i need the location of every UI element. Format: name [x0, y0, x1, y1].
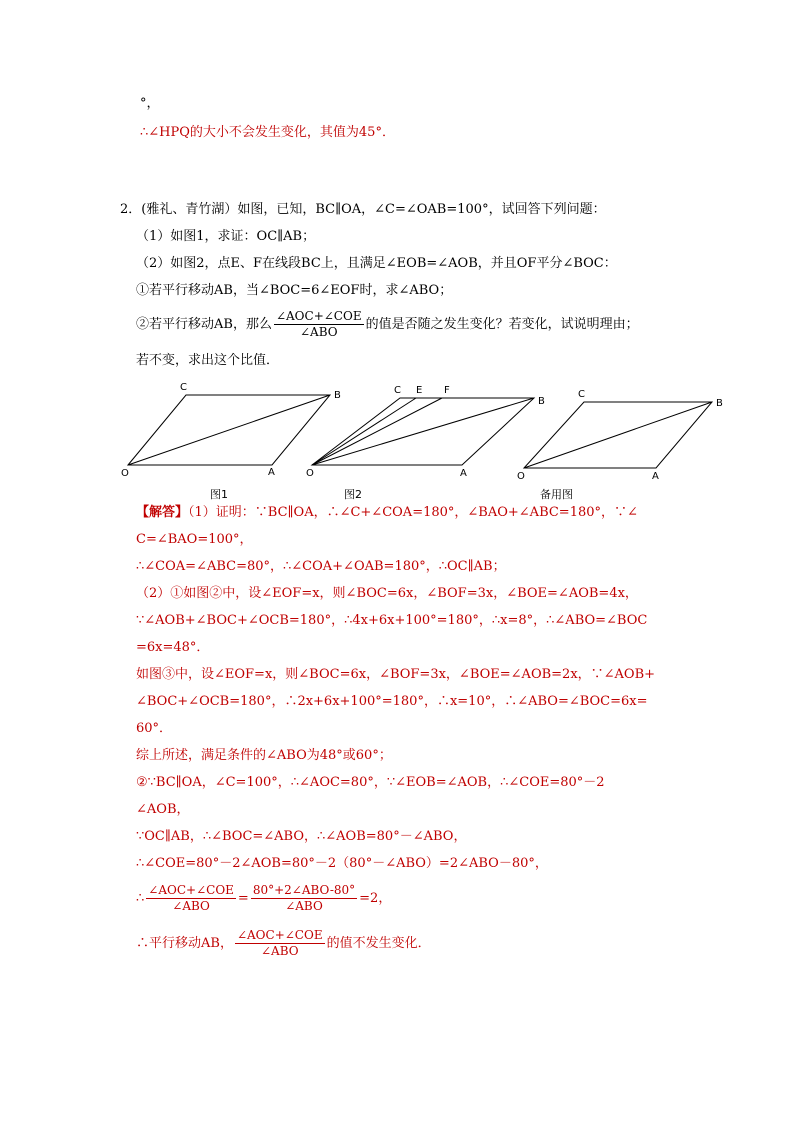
fig3-label-a: A: [652, 471, 659, 480]
problem-frac-num: ∠AOC+∠COE: [275, 309, 362, 323]
answer-frac1-den: ∠ABO: [172, 899, 210, 913]
answer-line-15-post: =2，: [359, 891, 392, 906]
answer-fraction-1: [146, 883, 236, 914]
fig1-label-a: A: [268, 467, 275, 478]
answer-line-4: （2）①如图②中，设∠EOF=x，则∠BOC=6x，∠BOF=3x，∠BOE=∠AOB=4x，: [136, 586, 638, 601]
fig2-label-e: E: [416, 385, 423, 396]
answer-line-1: [136, 504, 638, 522]
fig2-label-o: O: [306, 468, 314, 479]
answer-line-15-eq: =: [237, 891, 249, 906]
answer-line-11: ②∵BC∥OA，∠C=100°，∴∠AOC=80°，∵∠EOB=∠AOB，∴∠COE=80°－2: [136, 775, 605, 790]
fig3-label-c: C: [578, 389, 585, 400]
answer-line-9: 60°．: [136, 721, 173, 736]
fig1-label-b: B: [334, 390, 341, 401]
problem-line-1: 2．(雅礼、青竹湖）如图，已知，BC∥OA，∠C=∠OAB=100°，试回答下列问题：: [120, 202, 606, 217]
problem-line-6: 若不变，求出这个比值．: [136, 353, 280, 368]
answer-frac2-num: 80°+2∠ABO-80°: [252, 883, 356, 897]
problem-line-3: （2）如图2，点E、F在线段BC上，且满足∠EOB=∠AOB，并且OF平分∠BOC：: [136, 256, 617, 271]
answer-line-7: 如图③中，设∠EOF=x，则∠BOC=6x，∠BOF=3x，∠BOE=∠AOB=2x，∵∠AOB+: [136, 667, 656, 682]
fig2-label-b: B: [538, 396, 545, 407]
answer-line-13: ∵OC∥AB，∴∠BOC=∠ABO，∴∠AOB=80°－∠ABO，: [136, 829, 467, 844]
fig1-diagonal-ob: [128, 395, 330, 465]
answer-line-16: [136, 928, 431, 959]
answer-line-3: ∴∠COA=∠ABC=80°，∴∠COA+∠OAB=180°，∴OC∥AB；: [136, 559, 506, 574]
answer-frac3-num: ∠AOC+∠COE: [236, 928, 323, 942]
problem-line-5-post: 的值是否随之发生变化？若变化，试说明理由；: [365, 317, 639, 332]
answer-line-12: ∠AOB，: [136, 802, 190, 817]
answer-fraction-3: [235, 928, 325, 959]
fig1-label-c: C: [180, 382, 187, 393]
answer-frac2-den: ∠ABO: [285, 899, 323, 913]
top-line-1: ∴∠HPQ的大小不会发生变化，其值为45°．: [140, 125, 395, 140]
answer-frac1-num: ∠AOC+∠COE: [148, 883, 234, 897]
answer-frac3-den: ∠ABO: [260, 944, 299, 958]
answer-tag: 【解答】: [136, 505, 189, 520]
fig1-caption: 图1: [210, 488, 228, 501]
problem-frac-den: ∠ABO: [299, 325, 338, 339]
figure-backup: [514, 380, 734, 480]
fig2-line-oe: [312, 398, 416, 465]
answer-line-16-pre: ∴平行移动AB，: [136, 936, 233, 951]
answer-line-1-text: （1）证明：∵BC∥OA，∴∠C+∠COA=180°，∠BAO+∠ABC=180°，∵∠: [188, 505, 638, 520]
fig2-label-a: A: [460, 468, 467, 479]
fig3-label-o: O: [517, 471, 525, 480]
fig3-caption: 备用图: [540, 488, 573, 501]
answer-line-5: ∵∠AOB+∠BOC+∠OCB=180°，∴4x+6x+100°=180°，∴x=8°，∴∠ABO=∠BOC: [136, 613, 648, 628]
answer-line-15-pre: ∴: [136, 891, 145, 906]
problem-fraction: [274, 309, 364, 340]
problem-line-5: [136, 309, 639, 340]
answer-line-10: 综上所述，满足条件的∠ABO为48°或60°；: [136, 748, 392, 763]
fig2-caption: 图2: [344, 488, 362, 501]
fig2-label-c: C: [394, 385, 401, 396]
problem-line-2: （1）如图1，求证：OC∥AB；: [136, 229, 316, 244]
problem-line-4: ①若平行移动AB，当∠BOC=6∠EOF时，求∠ABO；: [136, 283, 453, 298]
answer-line-6: =6x=48°．: [136, 640, 210, 655]
fig2-label-f: F: [444, 385, 450, 396]
answer-line-15: [136, 883, 391, 914]
answer-line-8: ∠BOC+∠OCB=180°，∴2x+6x+100°=180°，∴x=10°，∴∠ABO=∠BOC=6x=: [136, 694, 648, 709]
problem-line-5-pre: ②若平行移动AB，那么: [136, 317, 272, 332]
answer-fraction-2: [251, 883, 357, 914]
top-line-0: °，: [140, 96, 160, 111]
fig3-label-b: B: [716, 398, 723, 409]
answer-line-16-post: 的值不发生变化．: [326, 936, 431, 951]
answer-line-14: ∴∠COE=80°－2∠AOB=80°－2（80°－∠ABO）=2∠ABO－80°，: [136, 856, 548, 871]
fig1-label-o: O: [121, 468, 129, 479]
answer-line-2: C=∠BAO=100°，: [136, 532, 253, 547]
